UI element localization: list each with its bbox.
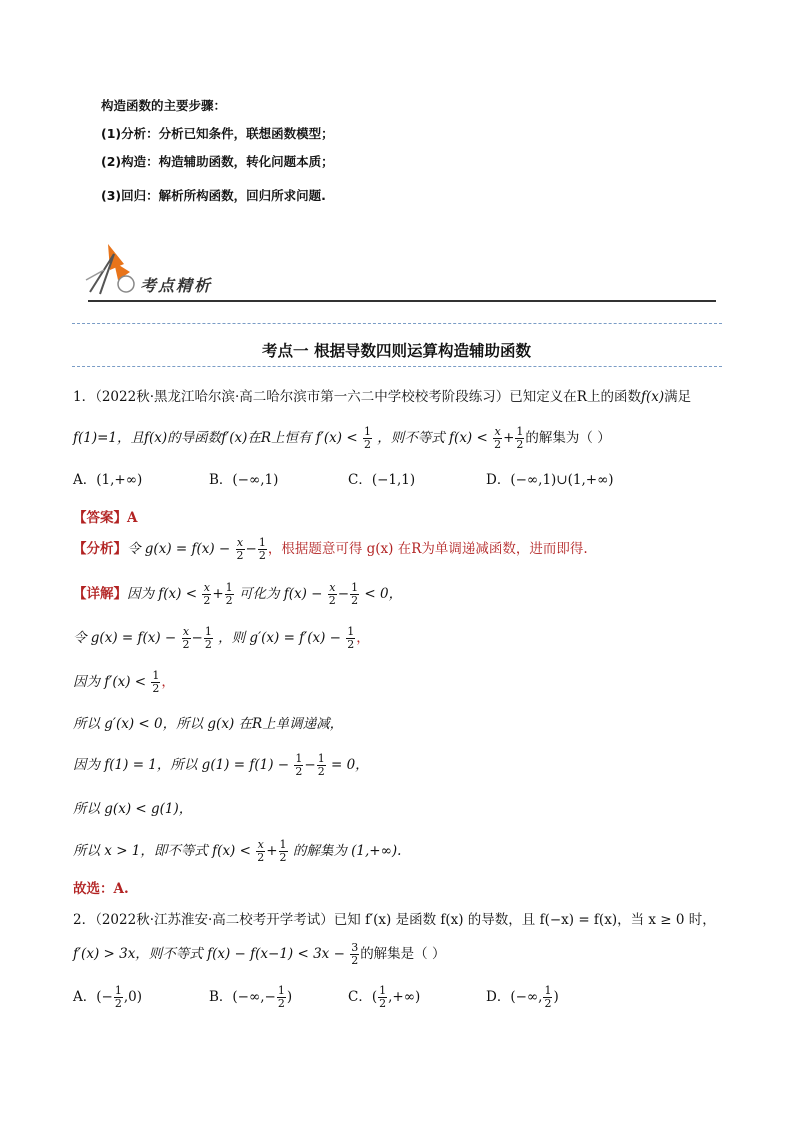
q1-stem: 1．（2022秋·黑龙江哈尔滨·高二哈尔滨市第一六二中学校校考阶段练习）已知定义在R上的函数f(x)满足 <box>73 389 692 405</box>
q1-condition: f(1)=1，且f(x)的导函数f′(x)在R上恒有 f′(x) < $\frac{1}{2}$ ，则不等式 f(x) < $\frac{x}{2}$ + $\frac{1}{2}$ 的解集为（ ） <box>73 425 611 451</box>
q2-option-b: B．(−∞,− $\frac{1}{2}$ ) <box>209 984 293 1010</box>
step-return: (3)回归：解析所构函数，回归所求问题. <box>101 188 326 203</box>
q1-detail-line4: 所以 g′(x) < 0，所以 g(x) 在R上单调递减， <box>73 716 344 732</box>
section-title: 考点一 根据导数四则运算构造辅助函数 <box>262 341 531 360</box>
q1-option-c: C．(−1,1) <box>348 472 416 488</box>
q1-detail-line5: 因为 f(1) = 1，所以 g(1) = f(1) − $\frac{1}{2}$ − $\frac{1}{2}$ = 0， <box>73 752 369 778</box>
q1-option-b: B．(−∞,1) <box>209 472 279 488</box>
step-analyze: (1)分析：分析已知条件，联想函数模型； <box>101 126 334 141</box>
dashed-divider-bottom <box>72 366 722 367</box>
q1-analysis: 【分析】令 g(x) = f(x) − $\frac{x}{2}$ − $\frac{1}{2}$ ，根据题意可得 g(x) 在R为单调递减函数，进而即得. <box>73 536 588 562</box>
q2-condition: f′(x) > 3x，则不等式 f(x) − f(x−1) < 3x − $\frac{3}{2}$ 的解集是（ ） <box>73 941 446 967</box>
q2-option-a: A．(− $\frac{1}{2}$ ,0) <box>73 984 142 1010</box>
q1-detail-line1: 【详解】因为 f(x) < $\frac{x}{2}$ + $\frac{1}{2}$ 可化为 f(x) − $\frac{x}{2}$ − $\frac{1}{2}$ < 0， <box>73 581 403 607</box>
banner-underline <box>88 300 716 302</box>
dashed-divider-top <box>72 323 722 324</box>
q1-option-a: A．(1,+∞) <box>73 472 143 488</box>
q1-option-d: D．(−∞,1)∪(1,+∞) <box>486 472 614 488</box>
steps-title: 构造函数的主要步骤： <box>101 98 227 113</box>
q1-detail-line7: 所以 x > 1，即不等式 f(x) < $\frac{x}{2}$ + $\frac{1}{2}$ 的解集为 (1,+∞). <box>73 838 402 864</box>
q1-detail-line6: 所以 g(x) < g(1)， <box>73 801 193 817</box>
compass-ruler-icon <box>84 240 144 298</box>
banner-title: 考点精析 <box>140 276 213 295</box>
step-construct: (2)构造：构造辅助函数，转化问题本质； <box>101 154 334 169</box>
q1-detail-line2: 令 g(x) = f(x) − $\frac{x}{2}$ − $\frac{1}{2}$ ，则 g′(x) = f′(x) − $\frac{1}{2}$ ， <box>73 625 370 651</box>
q1-answer: 【答案】A <box>73 510 138 526</box>
q2-stem: 2．（2022秋·江苏淮安·高二校考开学考试）已知 f′(x) 是函数 f(x) 的导数，且 f(−x) = f(x)，当 x ≥ 0 时， <box>73 912 716 928</box>
q1-detail-line3: 因为 f′(x) < $\frac{1}{2}$ ， <box>73 669 175 695</box>
q2-option-c: C．( $\frac{1}{2}$ ,+∞) <box>348 984 421 1010</box>
q2-option-d: D．(−∞, $\frac{1}{2}$ ) <box>486 984 559 1010</box>
q1-conclusion: 故选：A. <box>73 881 129 897</box>
